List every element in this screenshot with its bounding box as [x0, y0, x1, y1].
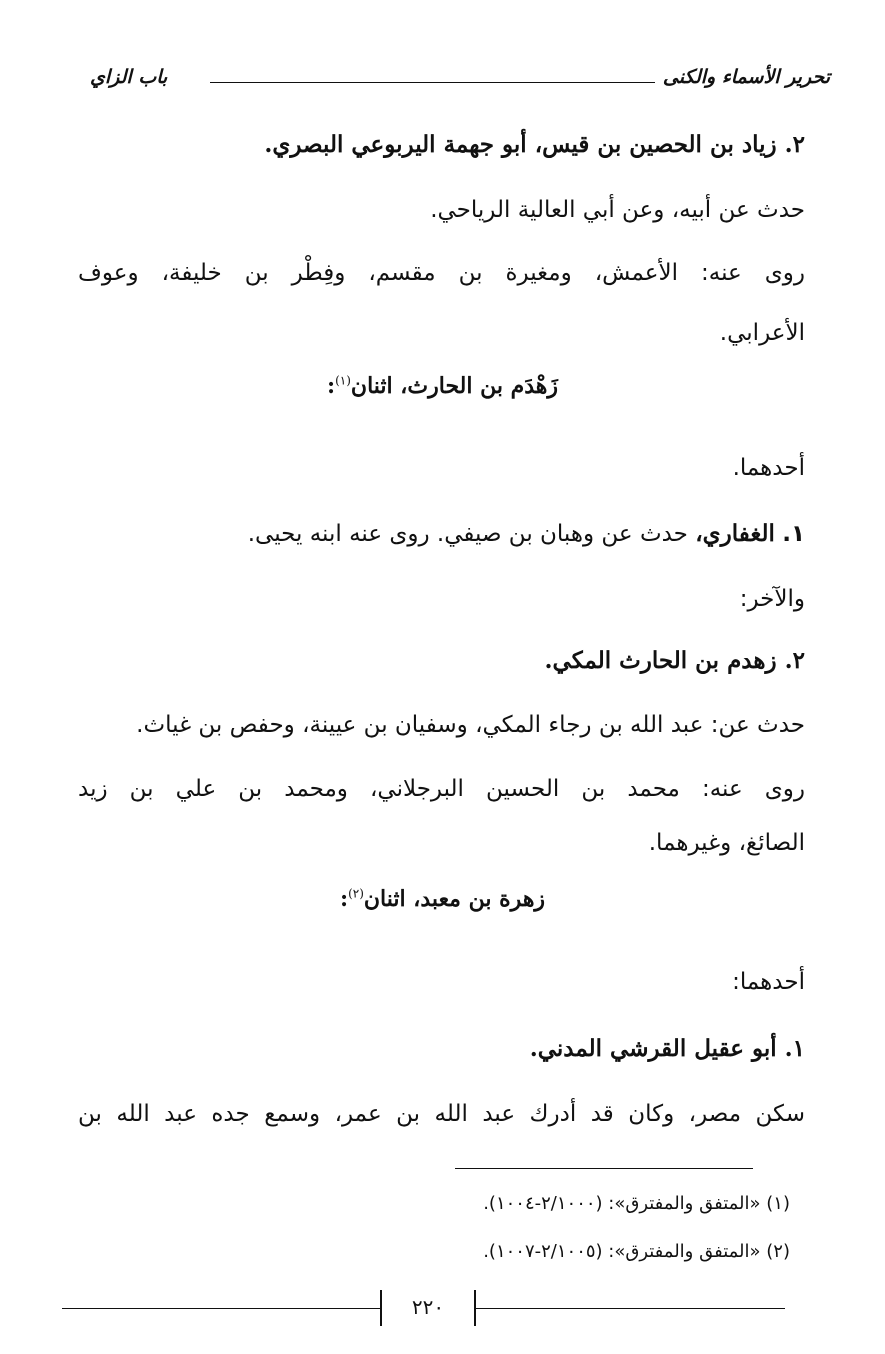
footnote-separator [455, 1168, 753, 1169]
text-line: حدث عن أبيه، وعن أبي العالية الرياحي. [430, 197, 805, 223]
entry-title: ٢. زياد بن الحصين بن قيس، أبو جهمة اليربوعي البصري. [264, 131, 805, 158]
entry-title: ١. أبو عقيل القرشي المدني. [529, 1035, 805, 1062]
heading-colon: : [339, 886, 349, 912]
page-footer [62, 1290, 785, 1330]
text-line: الأعرابي. [719, 320, 805, 346]
footer-rule [475, 1308, 785, 1309]
footnote: (١) «المتفق والمفترق»: (٢/١٠٠٠-١٠٠٤). [483, 1193, 790, 1214]
text-line: روى عنه: الأعمش، ومغيرة بن مقسم، وفِطْر بن خليفة، وعوف [78, 260, 805, 286]
text-line: أحدهما. [732, 455, 805, 481]
entry-name: الغفاري، [695, 520, 775, 547]
footnote-ref: (١) [335, 373, 351, 388]
header-rule [210, 82, 655, 83]
heading-colon: : [326, 373, 336, 399]
text-line: أحدهما: [732, 969, 805, 995]
text-line: الصائغ، وغيرهما. [648, 830, 805, 856]
text-line: حدث عن: عبد الله بن رجاء المكي، وسفيان بن عيينة، وحفص بن غياث. [136, 712, 805, 738]
footer-rule [62, 1308, 380, 1309]
section-heading [0, 373, 885, 399]
entry-number: ١. [782, 521, 805, 547]
footnote: (٢) «المتفق والمفترق»: (٢/١٠٠٥-١٠٠٧). [483, 1241, 790, 1262]
entry-text: حدث عن وهبان بن صيفي. روى عنه ابنه يحيى. [247, 521, 688, 547]
text-line: روى عنه: محمد بن الحسين البرجلاني، ومحمد بن علي بن زيد [78, 776, 805, 802]
footnote-ref: (٢) [348, 886, 364, 901]
running-header [60, 62, 830, 102]
text-line: سكن مصر، وكان قد أدرك عبد الله بن عمر، وسمع جده عبد الله بن [78, 1101, 805, 1127]
book-title: تحرير الأسماء والكنى [662, 66, 830, 88]
heading-text: زهرة بن معبد، اثنان [363, 886, 546, 912]
section-heading [0, 886, 885, 912]
heading-text: زَهْدَم بن الحارث، اثنان [350, 373, 559, 399]
text-line: والآخر: [739, 586, 805, 612]
chapter-title: باب الزاي [90, 66, 168, 88]
entry-title: ٢. زهدم بن الحارث المكي. [544, 647, 805, 674]
entry-line [80, 517, 805, 551]
page-number: ٢٢٠ [380, 1290, 476, 1326]
